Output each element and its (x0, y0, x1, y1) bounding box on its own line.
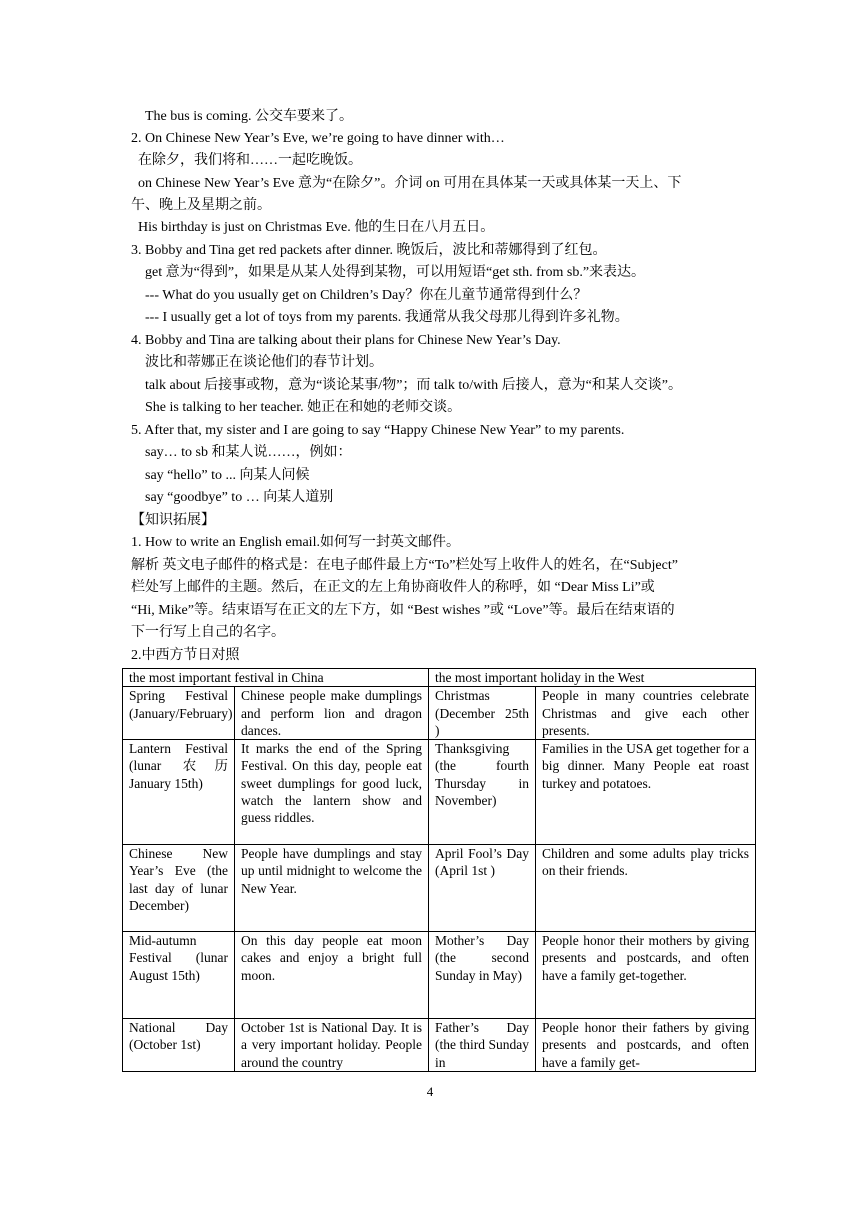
explanation: get 意为“得到”，如果是从某人处得到某物，可以用短语“get sth. from sb.”来表达。 (145, 265, 646, 280)
west-holiday-desc: People honor their mothers by giving presents and postcards, and often have a family get-together. (536, 932, 756, 1019)
festival-comparison-table (122, 668, 756, 1072)
example-sentence: His birthday is just on Christmas Eve. 他的生日在八月五日。 (138, 220, 495, 235)
west-holiday-name: Thanksgiving (the fourth Thursday in November) (429, 740, 536, 845)
section-heading: 【知识拓展】 (131, 513, 215, 528)
translation: 在除夕，我们将和……一起吃晚饭。 (138, 153, 362, 168)
west-holiday-name: Mother’s Day (the second Sunday in May) (429, 932, 536, 1019)
example-phrase: say “goodbye” to … 向某人道别 (145, 490, 334, 505)
point-heading: 5. After that, my sister and I are going to say “Happy Chinese New Year” to my parents. (131, 423, 625, 438)
china-festival-name: National Day (October 1st) (123, 1019, 235, 1072)
table-header-row (123, 669, 756, 687)
china-festival-desc: People have dumplings and stay up until midnight to welcome the New Year. (235, 845, 429, 932)
example-sentence: The bus is coming. 公交车要来了。 (145, 109, 354, 124)
china-festival-name: Spring Festival (January/February) (123, 687, 235, 740)
explanation: say… to sb 和某人说……，例如： (145, 445, 352, 460)
table-row (123, 740, 756, 845)
china-festival-name: Chinese New Year’s Eve (the last day of lunar December) (123, 845, 235, 932)
point-heading: 1. How to write an English email.如何写一封英文邮件。 (131, 535, 460, 550)
explanation: on Chinese New Year’s Eve 意为“在除夕”。介词 on 可用在具体某一天或具体某一天上、下 (138, 176, 682, 191)
point-heading: 2. On Chinese New Year’s Eve, we’re going to have dinner with… (131, 131, 505, 146)
table-row (123, 1019, 756, 1072)
west-holiday-desc: Families in the USA get together for a big dinner. Many People eat roast turkey and potatoes. (536, 740, 756, 845)
west-holiday-desc: People in many countries celebrate Christmas and give each other presents. (536, 687, 756, 740)
header-china: the most important festival in China (123, 669, 429, 687)
table-row (123, 932, 756, 1019)
china-festival-desc: October 1st is National Day. It is a very important holiday. People around the country (235, 1019, 429, 1072)
west-holiday-name: April Fool’s Day (April 1st ) (429, 845, 536, 932)
page-number: 4 (426, 1084, 434, 1099)
west-holiday-name: Father’s Day (the third Sunday in (429, 1019, 536, 1072)
table-caption: 2.中西方节日对照 (131, 648, 240, 663)
china-festival-name: Mid-autumn Festival (lunar August 15th) (123, 932, 235, 1019)
analysis-cont: 下一行写上自己的名字。 (131, 625, 285, 640)
analysis: 解析 英文电子邮件的格式是：在电子邮件最上方“To”栏处写上收件人的姓名，在“Subject” (131, 558, 678, 573)
west-holiday-desc: Children and some adults play tricks on their friends. (536, 845, 756, 932)
analysis-cont: “Hi, Mike”等。结束语写在正文的左下方，如 “Best wishes ”或 “Love”等。最后在结束语的 (131, 603, 675, 618)
translation: 波比和蒂娜正在谈论他们的春节计划。 (145, 355, 383, 370)
example-answer: --- I usually get a lot of toys from my parents. 我通常从我父母那儿得到许多礼物。 (145, 310, 629, 325)
explanation-cont: 午、晚上及星期之前。 (131, 198, 271, 213)
point-heading: 4. Bobby and Tina are talking about their plans for Chinese New Year’s Day. (131, 333, 561, 348)
china-festival-desc: Chinese people make dumplings and perform lion and dragon dances. (235, 687, 429, 740)
china-festival-desc: It marks the end of the Spring Festival. On this day, people eat sweet dumplings for good luck, watch the lantern show and guess riddles. (235, 740, 429, 845)
example-sentence: She is talking to her teacher. 她正在和她的老师交谈。 (145, 400, 462, 415)
china-festival-desc: On this day people eat moon cakes and enjoy a bright full moon. (235, 932, 429, 1019)
west-holiday-desc: People honor their fathers by giving presents and postcards, and often have a family get- (536, 1019, 756, 1072)
header-west: the most important holiday in the West (429, 669, 756, 687)
example-question: --- What do you usually get on Children’s Day？你在儿童节通常得到什么？ (145, 288, 588, 303)
table-row (123, 687, 756, 740)
analysis-cont: 栏处写上邮件的主题。然后，在正文的左上角协商收件人的称呼，如 “Dear Miss Li”或 (131, 580, 655, 595)
west-holiday-name: Christmas (December 25th ) (429, 687, 536, 740)
explanation: talk about 后接事或物，意为“谈论某事/物”；而 talk to/with 后接人，意为“和某人交谈”。 (145, 378, 683, 393)
china-festival-name: Lantern Festival (lunar 农历 January 15th) (123, 740, 235, 845)
point-heading: 3. Bobby and Tina get red packets after dinner. 晚饭后，波比和蒂娜得到了红包。 (131, 243, 607, 258)
example-phrase: say “hello” to ... 向某人问候 (145, 468, 310, 483)
table-row (123, 845, 756, 932)
